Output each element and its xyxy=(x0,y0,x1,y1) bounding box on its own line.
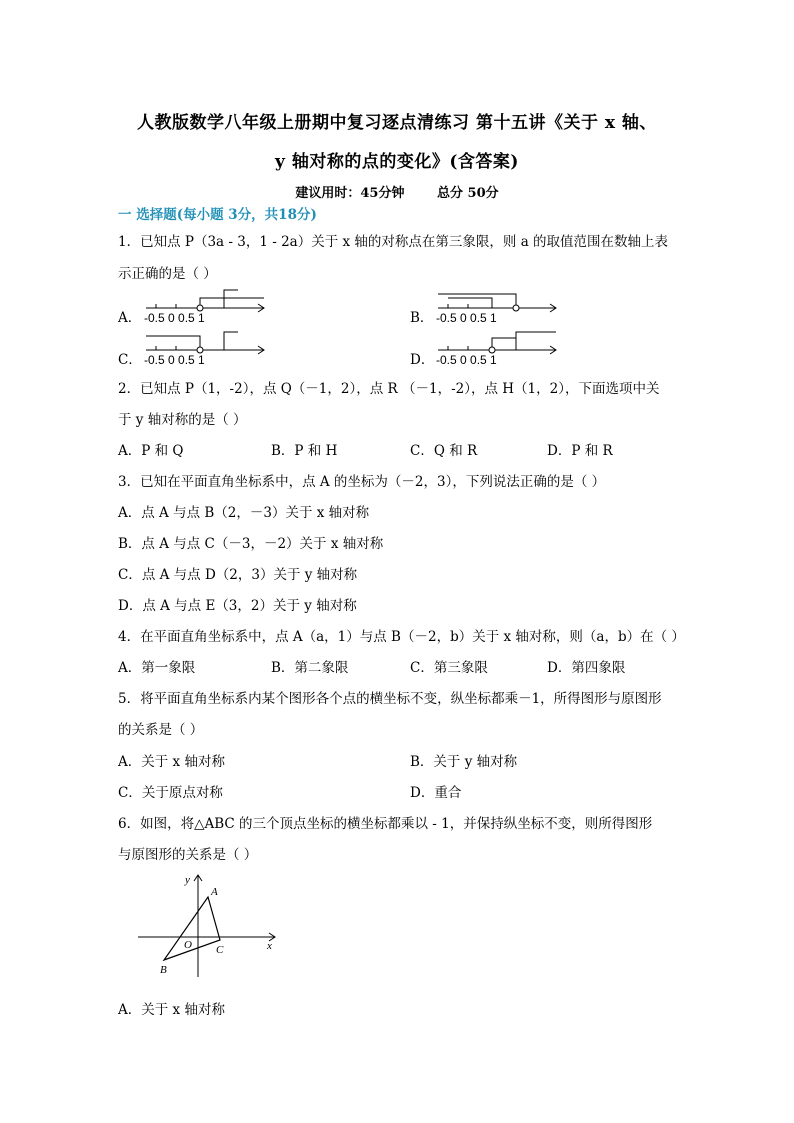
number-line-a-ticks: -0.5 0 0.5 1 xyxy=(144,311,205,325)
q3-option-d[interactable]: D．点 A 与点 E（3，2）关于 y 轴对称 xyxy=(118,598,357,614)
q1-option-c-letter: C． xyxy=(118,352,142,368)
q2-stem-line1: 2．已知点 P（1，-2），点 Q（－1，2），点 R （－1，-2），点 H（1，2），下面选项中关 xyxy=(118,381,660,397)
q6-triangle-figure xyxy=(130,865,290,989)
page-title-line1: 人教版数学八年级上册期中复习逐点清练习 第十五讲《关于 x 轴、 xyxy=(137,113,657,133)
q1-option-b-letter: B． xyxy=(410,310,434,326)
q1-option-a-letter: A． xyxy=(118,310,142,326)
q5-option-a[interactable]: A．关于 x 轴对称 xyxy=(118,754,225,770)
q1-stem-line1: 1．已知点 P（3a - 3，1 - 2a）关于 x 轴的对称点在第三象限，则 a 的取值范围在数轴上表 xyxy=(118,234,669,250)
q2-stem-line2: 于 y 轴对称的是（ ） xyxy=(118,412,247,428)
q2-option-a[interactable]: A．P 和 Q xyxy=(118,443,184,459)
q5-stem-line2: 的关系是（ ） xyxy=(118,722,204,738)
q5-option-d[interactable]: D．重合 xyxy=(410,785,462,801)
number-line-b-ticks: -0.5 0 0.5 1 xyxy=(436,311,497,325)
number-line-c-ticks: -0.5 0 0.5 1 xyxy=(144,353,205,367)
point-c-label: C xyxy=(216,944,224,956)
triangle-abc xyxy=(164,897,220,960)
number-line-c xyxy=(142,328,282,370)
section-heading: 一 选择题(每小题 3分，共18分) xyxy=(118,207,317,223)
q4-option-a[interactable]: A．第一象限 xyxy=(118,660,196,676)
q2-option-d[interactable]: D．P 和 R xyxy=(547,443,613,459)
q3-option-b[interactable]: B．点 A 与点 C（－3，－2）关于 x 轴对称 xyxy=(118,536,384,552)
q2-option-b[interactable]: B．P 和 H xyxy=(271,443,338,459)
q6-option-a[interactable]: A．关于 x 轴对称 xyxy=(118,1002,225,1018)
point-b-label: B xyxy=(160,964,167,976)
q4-option-b[interactable]: B．第二象限 xyxy=(271,660,349,676)
number-line-a xyxy=(142,286,282,328)
page-title-line2: y 轴对称的点的变化》(含答案) xyxy=(275,152,519,172)
q4-stem: 4．在平面直角坐标系中，点 A（a，1）与点 B（－2，b）关于 x 轴对称，则（a，b）在（ ） xyxy=(118,629,685,645)
number-line-b xyxy=(434,286,574,328)
number-line-d xyxy=(434,328,574,370)
q5-stem-line1: 5．将平面直角坐标系内某个图形各个点的横坐标不变，纵坐标都乘－1，所得图形与原图形 xyxy=(118,691,662,707)
q5-option-c[interactable]: C．关于原点对称 xyxy=(118,785,223,801)
q2-option-c[interactable]: C．Q 和 R xyxy=(410,443,478,459)
q6-stem-line2: 与原图形的关系是（ ） xyxy=(118,847,258,863)
exam-meta xyxy=(0,182,794,201)
q1-stem-line2: 示正确的是（ ） xyxy=(118,266,217,282)
q6-stem-line1: 6．如图，将△ABC 的三个顶点坐标的横坐标都乘以 - 1，并保持纵坐标不变，则所得图形 xyxy=(118,816,653,832)
number-line-d-ticks: -0.5 0 0.5 1 xyxy=(436,353,497,367)
q3-option-c[interactable]: C．点 A 与点 D（2，3）关于 y 轴对称 xyxy=(118,567,358,583)
x-axis-label: x xyxy=(267,940,272,952)
suggested-time: 建议用时：45分钟 xyxy=(295,186,405,201)
q1-option-d-letter: D． xyxy=(410,352,435,368)
q5-option-b[interactable]: B．关于 y 轴对称 xyxy=(410,754,518,770)
q4-option-d[interactable]: D．第四象限 xyxy=(547,660,626,676)
q3-stem: 3．已知在平面直角坐标系中，点 A 的坐标为（－2，3），下列说法正确的是（ ） xyxy=(118,474,606,490)
total-score: 总分 50分 xyxy=(437,186,499,201)
q4-option-c[interactable]: C．第三象限 xyxy=(410,660,488,676)
q3-option-a[interactable]: A．点 A 与点 B（2，－3）关于 x 轴对称 xyxy=(118,505,370,521)
origin-label: O xyxy=(184,939,192,951)
point-a-label: A xyxy=(211,886,218,898)
y-axis-label: y xyxy=(185,874,190,886)
coordinate-diagram xyxy=(130,865,290,985)
